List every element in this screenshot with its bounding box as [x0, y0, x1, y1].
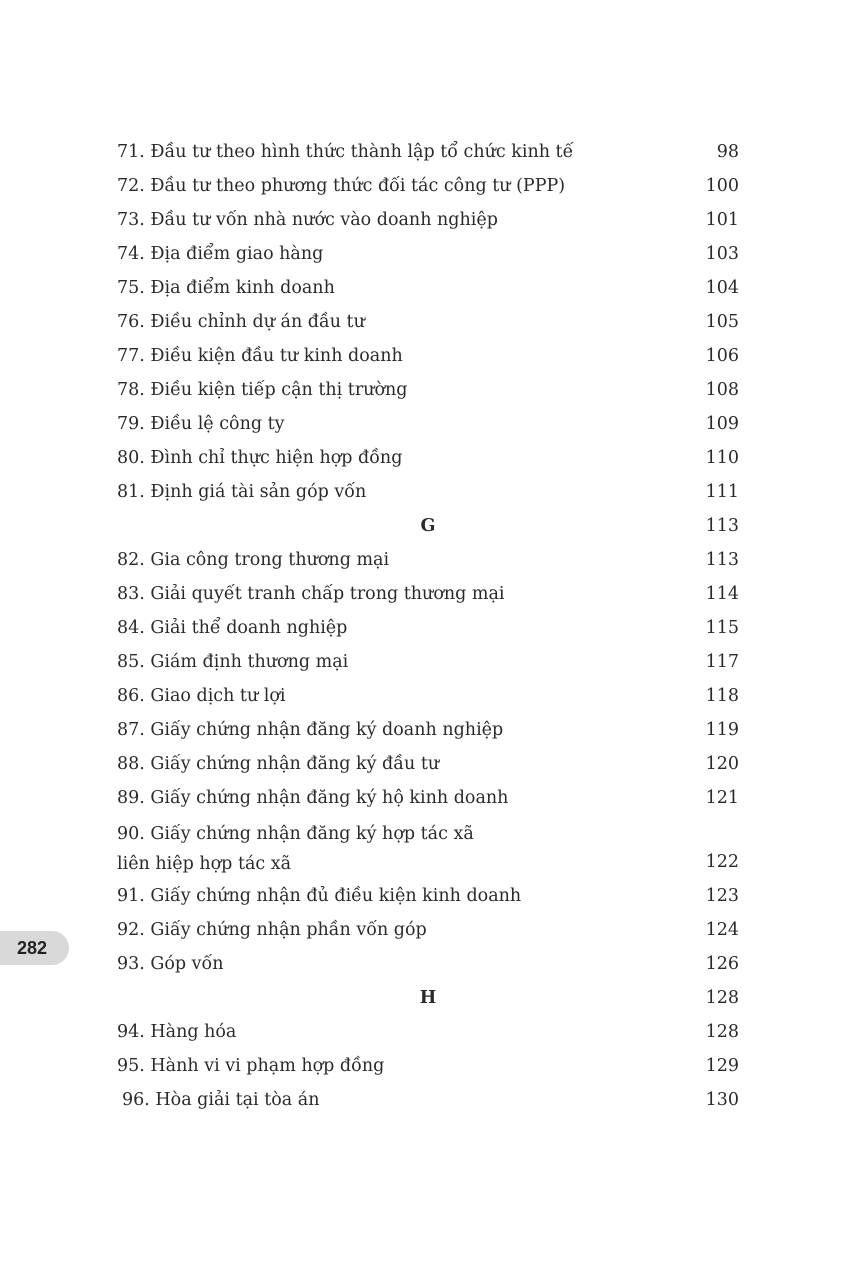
entry-page: 114: [705, 584, 739, 604]
toc-entry: [117, 815, 739, 879]
entry-page: 108: [705, 380, 739, 400]
toc-entry: [117, 339, 739, 373]
entry-page: 115: [705, 618, 739, 638]
entry-page: 110: [705, 448, 739, 468]
toc-entry: [117, 407, 739, 441]
entry-page: 121: [705, 788, 739, 808]
entry-title: 79. Điều lệ công ty: [117, 414, 285, 434]
toc-entry: [117, 305, 739, 339]
toc-section-heading: [117, 981, 739, 1015]
entry-page: 118: [705, 686, 739, 706]
entry-title: 77. Điều kiện đầu tư kinh doanh: [117, 346, 403, 366]
entry-title: 71. Đầu tư theo hình thức thành lập tổ chức kinh tế: [117, 142, 574, 162]
toc-entry: [117, 611, 739, 645]
toc-entry: [117, 475, 739, 509]
entry-page: 103: [705, 244, 739, 264]
entry-page: 104: [705, 278, 739, 298]
toc-entry: [117, 1015, 739, 1049]
entry-title: 88. Giấy chứng nhận đăng ký đầu tư: [117, 754, 440, 774]
toc-entry: [117, 913, 739, 947]
entry-page: 128: [705, 1022, 739, 1042]
entry-title: 89. Giấy chứng nhận đăng ký hộ kinh doanh: [117, 788, 509, 808]
toc-entry: [117, 879, 739, 913]
entry-page: 111: [705, 482, 739, 502]
entry-page: 126: [705, 954, 739, 974]
entry-page: 117: [705, 652, 739, 672]
toc-entry: [117, 947, 739, 981]
entry-title: 87. Giấy chứng nhận đăng ký doanh nghiệp: [117, 720, 504, 740]
entry-page: 113: [705, 516, 739, 536]
toc-entry: [117, 271, 739, 305]
entry-title: 76. Điều chỉnh dự án đầu tư: [117, 312, 365, 332]
toc-entry: [117, 781, 739, 815]
table-of-contents: [117, 135, 739, 1117]
entry-page: 106: [705, 346, 739, 366]
toc-entry: [117, 373, 739, 407]
entry-title: 72. Đầu tư theo phương thức đối tác công tư (PPP): [117, 176, 566, 196]
entry-page: 119: [705, 720, 739, 740]
entry-page: 101: [705, 210, 739, 230]
page-number: 282: [17, 937, 48, 958]
entry-title: 78. Điều kiện tiếp cận thị trường: [117, 380, 408, 400]
entry-title: 91. Giấy chứng nhận đủ điều kiện kinh doanh: [117, 886, 522, 906]
entry-title: 90. Giấy chứng nhận đăng ký hợp tác xã liên hiệp hợp tác xã: [117, 824, 474, 874]
entry-title: 73. Đầu tư vốn nhà nước vào doanh nghiệp: [117, 210, 498, 230]
entry-page: 120: [705, 754, 739, 774]
entry-title: 75. Địa điểm kinh doanh: [117, 278, 335, 298]
entry-title: 82. Gia công trong thương mại: [117, 550, 390, 570]
toc-entry: [117, 237, 739, 271]
toc-entry: [117, 679, 739, 713]
toc-section-heading: [117, 509, 739, 543]
toc-entry: [117, 169, 739, 203]
entry-page: 98: [716, 142, 739, 162]
entry-page: 129: [705, 1056, 739, 1076]
entry-title: 83. Giải quyết tranh chấp trong thương mại: [117, 584, 505, 604]
entry-page: 124: [705, 920, 739, 940]
entry-title: 84. Giải thể doanh nghiệp: [117, 618, 348, 638]
section-letter: H: [419, 988, 437, 1008]
entry-title: 86. Giao dịch tư lợi: [117, 686, 286, 706]
entry-page: 122: [705, 852, 739, 872]
entry-title: 74. Địa điểm giao hàng: [117, 244, 324, 264]
toc-entry: [117, 1083, 739, 1117]
page-number-tab: [0, 931, 69, 965]
toc-entry: [117, 713, 739, 747]
entry-page: 100: [705, 176, 739, 196]
toc-entry: [117, 577, 739, 611]
section-letter: G: [420, 516, 436, 536]
entry-page: 123: [705, 886, 739, 906]
entry-page: 130: [705, 1090, 739, 1110]
entry-title: 95. Hành vi vi phạm hợp đồng: [117, 1056, 385, 1076]
entry-page: 105: [705, 312, 739, 332]
toc-entry: [117, 203, 739, 237]
entry-title: 85. Giám định thương mại: [117, 652, 349, 672]
entry-title: 96. Hòa giải tại tòa án: [122, 1090, 320, 1110]
entry-page: 128: [705, 988, 739, 1008]
toc-entry: [117, 543, 739, 577]
entry-page: 109: [705, 414, 739, 434]
toc-entry: [117, 645, 739, 679]
entry-title: 81. Định giá tài sản góp vốn: [117, 482, 367, 502]
entry-title: 93. Góp vốn: [117, 954, 224, 974]
toc-entry: [117, 747, 739, 781]
toc-entry: [117, 1049, 739, 1083]
entry-title: 94. Hàng hóa: [117, 1022, 237, 1042]
toc-entry: [117, 135, 739, 169]
entry-title: 80. Đình chỉ thực hiện hợp đồng: [117, 448, 403, 468]
entry-page: 113: [705, 550, 739, 570]
entry-title: 92. Giấy chứng nhận phần vốn góp: [117, 920, 427, 940]
toc-entry: [117, 441, 739, 475]
